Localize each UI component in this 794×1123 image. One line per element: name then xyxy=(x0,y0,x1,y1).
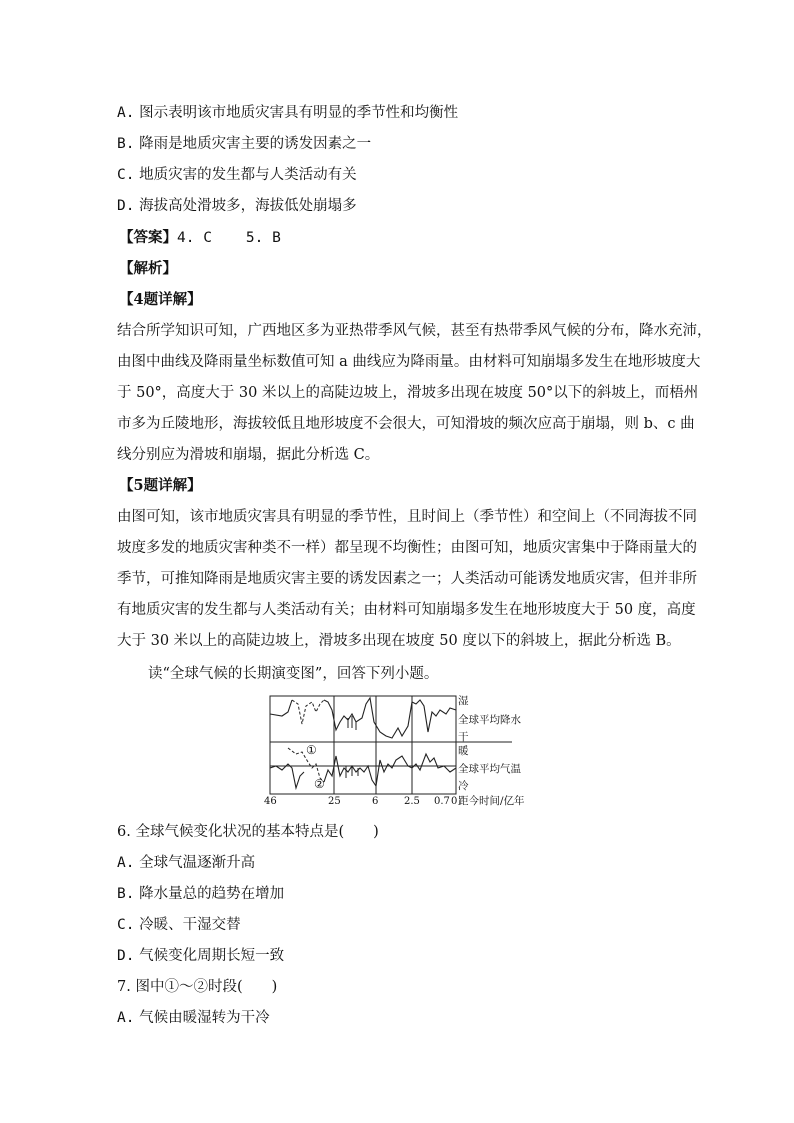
option-text: 海拔高处滑坡多，海拔低处崩塌多 xyxy=(139,198,357,214)
precip-panel-box xyxy=(270,696,456,742)
q7-option-a xyxy=(117,1008,270,1028)
marker-2: ② xyxy=(314,777,325,791)
label-temp: 全球平均气温 xyxy=(458,763,521,775)
label-dry: 干 xyxy=(458,731,469,743)
option-letter: A. xyxy=(117,105,135,121)
option-text: 气候由暖湿转为干冷 xyxy=(139,1010,270,1026)
x-tick: 0.7 xyxy=(434,796,450,807)
q4-detail-line: 市多为丘陵地形，海拔较低且地形坡度不会很大，可知滑坡的频次应高于崩塌，则 b、c 曲 xyxy=(117,416,695,432)
analysis-title: 【解析】 xyxy=(119,260,177,277)
label-wet: 湿 xyxy=(458,695,469,707)
option-text: 图示表明该市地质灾害具有明显的季节性和均衡性 xyxy=(139,105,459,121)
option-text: 全球气温逐渐升高 xyxy=(139,855,256,871)
climate-evolution-figure xyxy=(262,692,542,810)
q5-option-a xyxy=(117,103,458,123)
q5-detail-line: 由图可知，该市地质灾害具有明显的季节性，且时间上（季节性）和空间上（不同海拔不同 xyxy=(117,509,697,525)
x-tick: 25 xyxy=(328,796,341,807)
option-letter: A. xyxy=(117,855,135,871)
precip-curve-dashed xyxy=(292,700,324,724)
q4-detail-line: 由图中曲线及降雨量坐标数值可知 a 曲线应为降雨量。由材料可知崩塌多发生在地形坡度大 xyxy=(117,354,701,370)
answer-q5: 5. B xyxy=(245,230,281,246)
q6-option-b xyxy=(117,884,284,904)
q4-detail-line: 结合所学知识可知，广西地区多为亚热带季风气候，甚至有热带季风气候的分布，降水充沛， xyxy=(117,323,712,339)
figure-intro: 读“全球气候的长期演变图”，回答下列小题。 xyxy=(148,666,439,682)
x-tick: 46 xyxy=(264,796,277,807)
option-letter: C. xyxy=(117,167,135,183)
q6-stem: 6. 全球气候变化状况的基本特点是( ) xyxy=(117,824,379,840)
option-letter: D. xyxy=(117,948,135,964)
q6-option-a xyxy=(117,853,255,873)
option-letter: B. xyxy=(117,886,135,902)
q5-detail-line: 季节，可推知降雨是地质灾害主要的诱发因素之一；人类活动可能诱发地质灾害，但并非所 xyxy=(117,571,697,587)
marker-1: ① xyxy=(306,743,317,757)
q6-option-d xyxy=(117,946,284,966)
option-text: 地质灾害的发生都与人类活动有关 xyxy=(139,167,357,183)
label-precip: 全球平均降水 xyxy=(458,714,521,726)
option-text: 冷暖、干湿交替 xyxy=(139,917,241,933)
option-letter: D. xyxy=(117,198,135,214)
label-time-axis: 距今时间/亿年 xyxy=(458,795,525,807)
option-text: 降水量总的趋势在增加 xyxy=(139,886,285,902)
answer-label: 【答案】 xyxy=(119,229,177,246)
q4-detail-line: 于 50°，高度大于 30 米以上的高陡边坡上，滑坡多出现在坡度 50°以下的斜坡上，而梧州 xyxy=(117,385,699,401)
q5-detail-line: 大于 30 米以上的高陡边坡上，滑坡多出现在坡度 50 度以下的斜坡上，据此分析选 B。 xyxy=(117,633,681,649)
answer-q4: 4. C xyxy=(177,230,212,246)
x-tick: 6 xyxy=(372,796,379,807)
q5-option-d xyxy=(117,196,357,216)
option-letter: A. xyxy=(117,1010,135,1026)
q4-detail-line: 线分别应为滑坡和崩塌，据此分析选 C。 xyxy=(117,447,380,463)
temp-panel-box xyxy=(270,742,456,794)
q5-detail-line: 有地质灾害的发生都与人类活动有关；由材料可知崩塌多发生在地形坡度大于 50 度，高度 xyxy=(117,602,696,618)
q7-stem: 7. 图中①～②时段( ) xyxy=(117,979,278,995)
label-cold: 冷 xyxy=(458,780,469,792)
temp-curve xyxy=(270,754,456,788)
answer-line xyxy=(119,228,281,248)
option-text: 降雨是地质灾害主要的诱发因素之一 xyxy=(139,136,372,152)
q4-detail-title: 【4题详解】 xyxy=(119,291,202,308)
x-tick: 0 xyxy=(451,796,458,807)
option-letter: B. xyxy=(117,136,135,152)
option-letter: C. xyxy=(117,917,135,933)
q5-detail-line: 坡度多发的地质灾害种类不一样）都呈现不均衡性；由图可知，地质灾害集中于降雨量大的 xyxy=(117,540,697,556)
x-tick: 2.5 xyxy=(404,796,420,807)
q5-detail-title: 【5题详解】 xyxy=(119,477,202,494)
option-text: 气候变化周期长短一致 xyxy=(139,948,285,964)
q6-option-c xyxy=(117,915,241,935)
label-warm: 暖 xyxy=(458,745,469,757)
q5-option-c xyxy=(117,165,357,185)
q5-option-b xyxy=(117,134,371,154)
